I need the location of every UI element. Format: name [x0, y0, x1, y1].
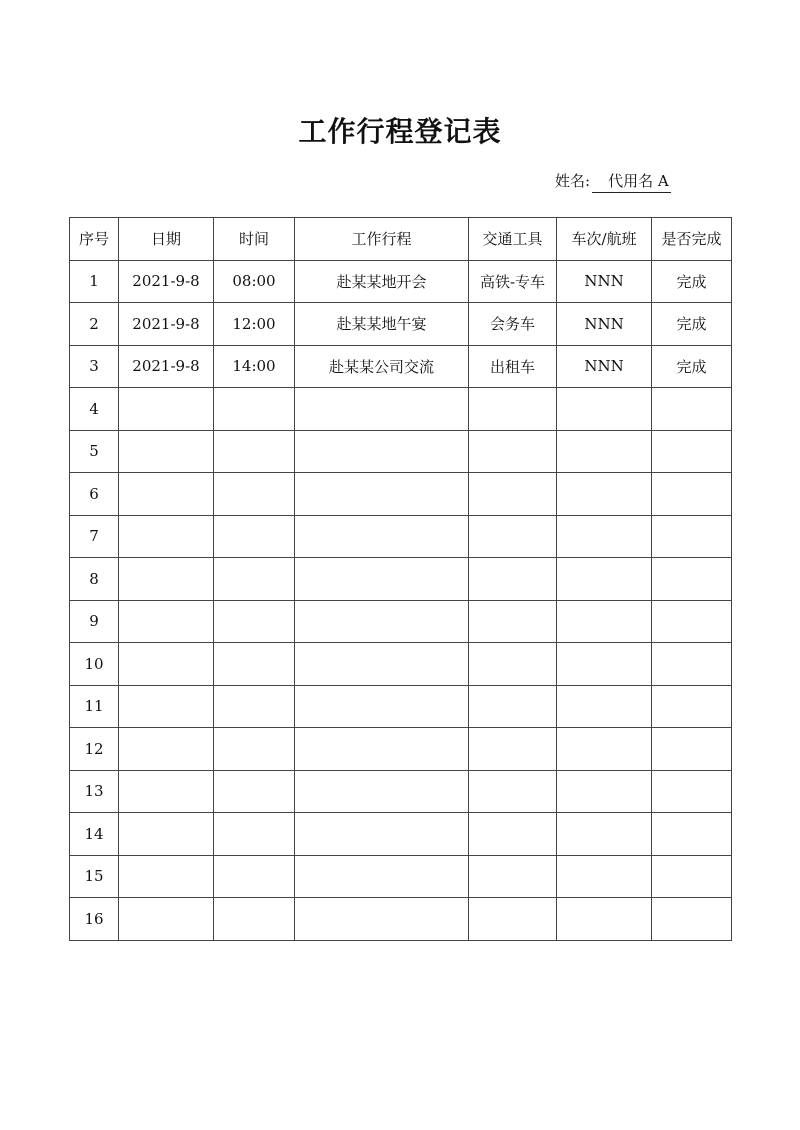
cell-date: 2021-9-8: [119, 303, 214, 346]
cell-itinerary: [295, 898, 469, 941]
table-header-row: [70, 218, 732, 261]
cell-completed: [652, 600, 732, 643]
cell-itinerary: [295, 515, 469, 558]
cell-time: [214, 898, 295, 941]
cell-transport: [469, 643, 557, 686]
cell-train-flight: [557, 473, 652, 516]
cell-date: [119, 855, 214, 898]
header-time: 时间: [214, 218, 295, 261]
cell-time: [214, 515, 295, 558]
cell-itinerary: 赴某某地开会: [295, 260, 469, 303]
header-completed: 是否完成: [652, 218, 732, 261]
cell-transport: [469, 473, 557, 516]
cell-index: 9: [70, 600, 119, 643]
table-row: [70, 558, 732, 601]
cell-date: [119, 388, 214, 431]
cell-train-flight: [557, 855, 652, 898]
cell-date: 2021-9-8: [119, 260, 214, 303]
cell-transport: 会务车: [469, 303, 557, 346]
table-row: [70, 345, 732, 388]
header-train-flight: 车次/航班: [557, 218, 652, 261]
cell-date: [119, 728, 214, 771]
cell-train-flight: [557, 728, 652, 771]
cell-itinerary: [295, 558, 469, 601]
cell-train-flight: [557, 600, 652, 643]
cell-completed: [652, 473, 732, 516]
table-row: [70, 898, 732, 941]
cell-completed: [652, 388, 732, 431]
cell-time: [214, 430, 295, 473]
table-row: [70, 430, 732, 473]
cell-itinerary: [295, 770, 469, 813]
name-label: 姓名:: [555, 172, 591, 190]
cell-transport: [469, 855, 557, 898]
cell-date: [119, 643, 214, 686]
cell-transport: [469, 600, 557, 643]
table-row: [70, 388, 732, 431]
cell-transport: [469, 558, 557, 601]
table-row: [70, 303, 732, 346]
cell-time: [214, 643, 295, 686]
cell-transport: 高铁-专车: [469, 260, 557, 303]
cell-completed: 完成: [652, 303, 732, 346]
cell-itinerary: [295, 728, 469, 771]
table-row: [70, 813, 732, 856]
cell-train-flight: NNN: [557, 260, 652, 303]
cell-index: 13: [70, 770, 119, 813]
page-title: 工作行程登记表: [298, 115, 502, 148]
cell-time: [214, 388, 295, 431]
cell-index: 11: [70, 685, 119, 728]
cell-date: [119, 515, 214, 558]
cell-index: 12: [70, 728, 119, 771]
cell-completed: [652, 685, 732, 728]
cell-time: 12:00: [214, 303, 295, 346]
cell-time: [214, 813, 295, 856]
itinerary-table: [69, 217, 732, 941]
cell-completed: 完成: [652, 345, 732, 388]
cell-itinerary: [295, 855, 469, 898]
table-row: [70, 855, 732, 898]
header-transport: 交通工具: [469, 218, 557, 261]
cell-date: [119, 685, 214, 728]
cell-date: [119, 813, 214, 856]
header-index: 序号: [70, 218, 119, 261]
cell-time: [214, 473, 295, 516]
cell-date: [119, 898, 214, 941]
cell-train-flight: NNN: [557, 303, 652, 346]
table-row: [70, 515, 732, 558]
cell-index: 15: [70, 855, 119, 898]
cell-transport: [469, 388, 557, 431]
table-row: [70, 260, 732, 303]
cell-itinerary: [295, 388, 469, 431]
cell-train-flight: [557, 430, 652, 473]
cell-time: [214, 558, 295, 601]
cell-completed: [652, 813, 732, 856]
cell-date: [119, 600, 214, 643]
cell-transport: [469, 770, 557, 813]
table-row: [70, 473, 732, 516]
table-row: [70, 685, 732, 728]
cell-index: 1: [70, 260, 119, 303]
cell-transport: [469, 515, 557, 558]
cell-train-flight: [557, 898, 652, 941]
cell-train-flight: [557, 643, 652, 686]
cell-train-flight: [557, 770, 652, 813]
table-row: [70, 728, 732, 771]
cell-completed: [652, 770, 732, 813]
cell-index: 16: [70, 898, 119, 941]
cell-completed: [652, 643, 732, 686]
cell-itinerary: 赴某某地午宴: [295, 303, 469, 346]
cell-itinerary: [295, 600, 469, 643]
cell-train-flight: [557, 388, 652, 431]
cell-date: 2021-9-8: [119, 345, 214, 388]
cell-completed: [652, 855, 732, 898]
cell-itinerary: [295, 430, 469, 473]
cell-transport: [469, 685, 557, 728]
cell-train-flight: [557, 813, 652, 856]
cell-itinerary: [295, 813, 469, 856]
cell-index: 7: [70, 515, 119, 558]
cell-time: 14:00: [214, 345, 295, 388]
cell-time: [214, 770, 295, 813]
cell-completed: [652, 898, 732, 941]
header-itinerary: 工作行程: [295, 218, 469, 261]
cell-completed: [652, 430, 732, 473]
cell-date: [119, 430, 214, 473]
cell-date: [119, 770, 214, 813]
cell-time: [214, 600, 295, 643]
cell-completed: [652, 728, 732, 771]
name-value: 代用名 A: [592, 170, 671, 193]
cell-index: 5: [70, 430, 119, 473]
cell-transport: 出租车: [469, 345, 557, 388]
table-row: [70, 600, 732, 643]
name-field: [555, 170, 671, 193]
cell-transport: [469, 430, 557, 473]
cell-transport: [469, 898, 557, 941]
cell-date: [119, 473, 214, 516]
cell-index: 14: [70, 813, 119, 856]
cell-index: 10: [70, 643, 119, 686]
cell-itinerary: [295, 473, 469, 516]
cell-train-flight: [557, 558, 652, 601]
cell-transport: [469, 728, 557, 771]
cell-index: 6: [70, 473, 119, 516]
cell-time: 08:00: [214, 260, 295, 303]
cell-index: 4: [70, 388, 119, 431]
header-date: 日期: [119, 218, 214, 261]
cell-index: 8: [70, 558, 119, 601]
cell-completed: 完成: [652, 260, 732, 303]
cell-time: [214, 855, 295, 898]
cell-completed: [652, 558, 732, 601]
table-row: [70, 643, 732, 686]
cell-completed: [652, 515, 732, 558]
cell-itinerary: [295, 685, 469, 728]
cell-time: [214, 728, 295, 771]
cell-train-flight: [557, 685, 652, 728]
cell-train-flight: [557, 515, 652, 558]
cell-transport: [469, 813, 557, 856]
cell-date: [119, 558, 214, 601]
cell-itinerary: 赴某某公司交流: [295, 345, 469, 388]
table-row: [70, 770, 732, 813]
cell-index: 2: [70, 303, 119, 346]
cell-index: 3: [70, 345, 119, 388]
cell-time: [214, 685, 295, 728]
cell-itinerary: [295, 643, 469, 686]
cell-train-flight: NNN: [557, 345, 652, 388]
